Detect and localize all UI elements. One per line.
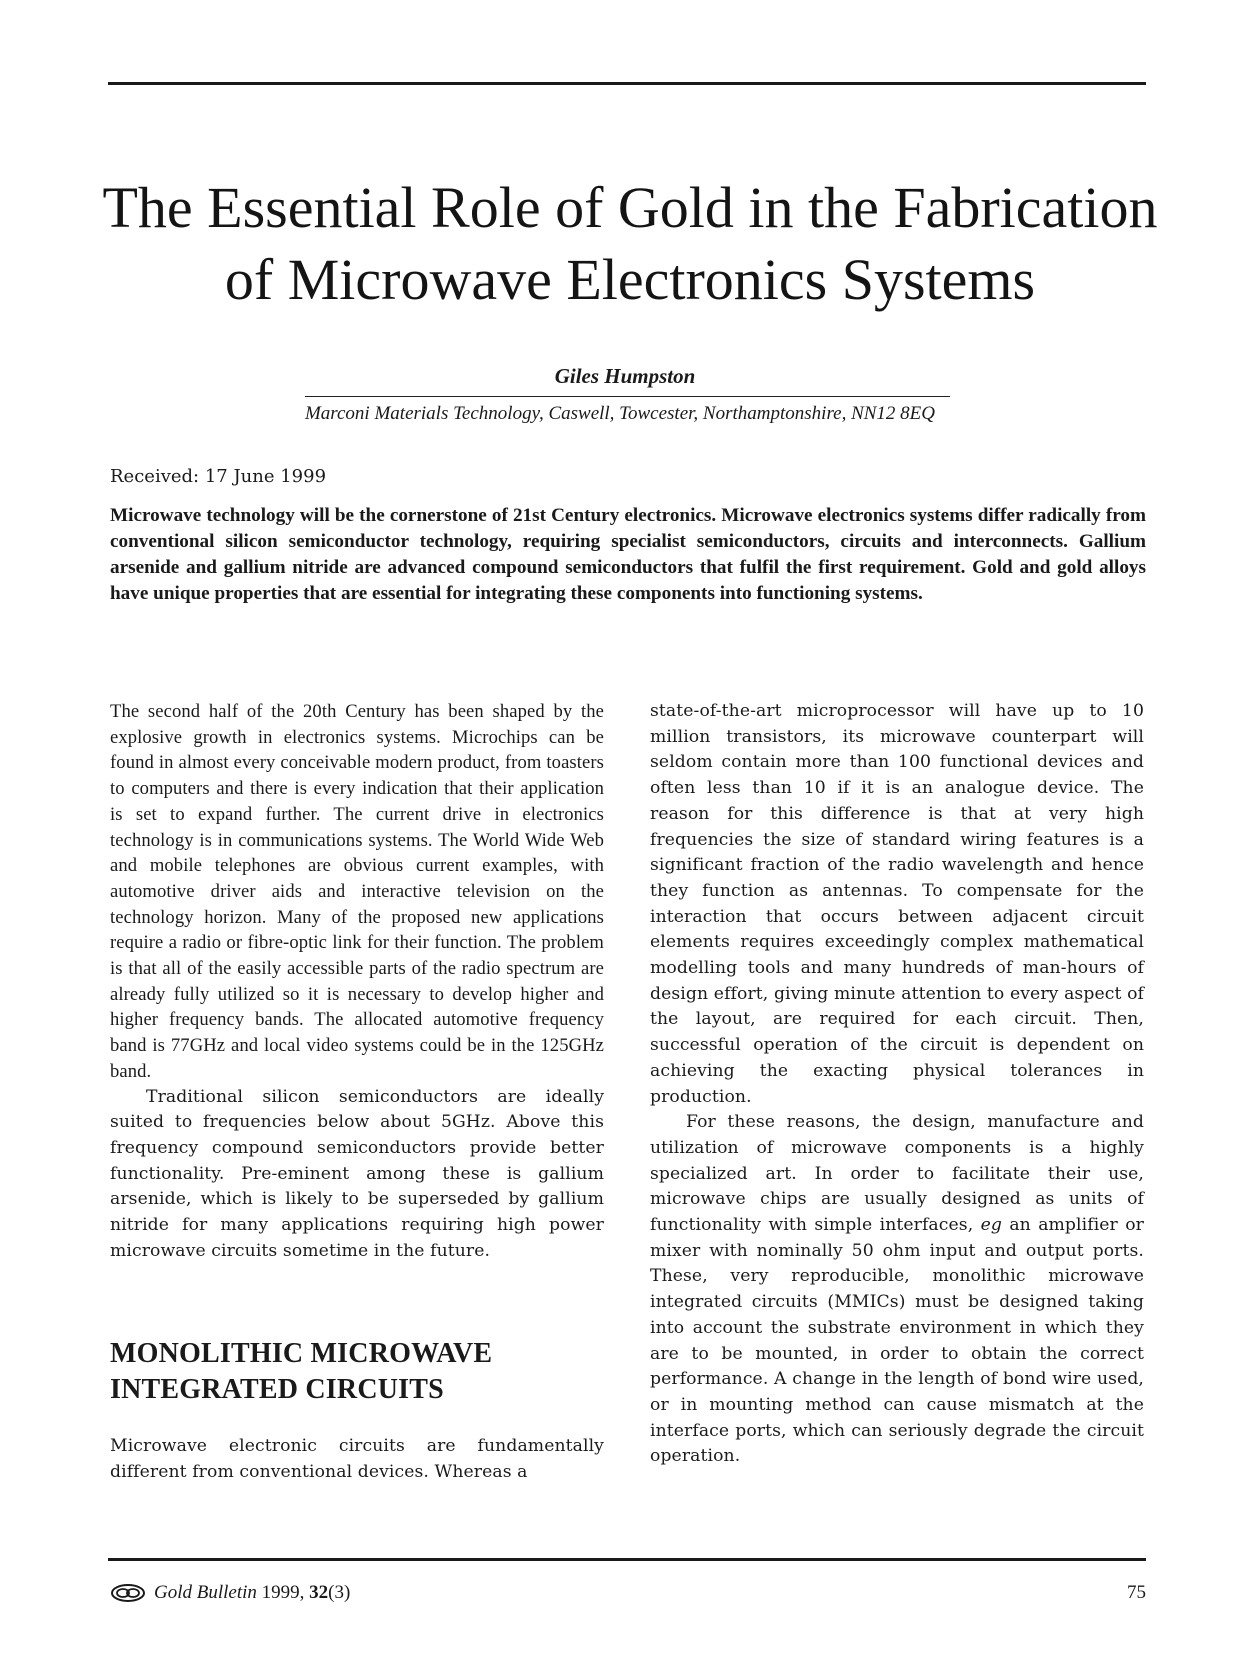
title-line-1: The Essential Role of Gold in the Fabrication [102,175,1158,240]
paragraph-text: For these reasons, the design, manufacture and utilization of microwave components is a highly specialized art. In order to facilitate their use, microwave chips are usually designed as units of functionality with simple interfaces, [650,1112,1144,1236]
body-column-right [650,699,1144,1470]
article-title [60,172,1200,316]
top-rule [108,82,1146,85]
paragraph-text: an amplifier or mixer with nominally 50 ohm input and output ports. These, very reproducible, monolithic microwave integrated circuits (MMICs) must be designed taking into account the substrate environment in which they are to be mounted, in order to obtain the correct performance. A change in the length of bond wire used, or in mounting method can cause mismatch at the interface ports, which can seriously degrade the circuit operation. [650,1215,1144,1467]
received-date: Received: 17 June 1999 [110,466,327,487]
paragraph: Traditional silicon semiconductors are ideally suited to frequencies below about 5GHz. Above this frequency compound semiconductors provide better functionality. Pre-eminent among these is gallium arsenide, which is likely to be superseded by gallium nitride for many applications requiring high power microwave circuits sometime in the future. [110,1086,604,1261]
emphasis-eg: eg [980,1215,1002,1236]
author-name: Giles Humpston [554,364,696,388]
page-number: 75 [1127,1582,1146,1603]
journal-issue: (3) [328,1582,351,1603]
paragraph [650,1110,1144,1470]
section-heading-line-2: INTEGRATED CIRCUITS [110,1374,444,1406]
journal-name: Gold Bulletin [154,1582,257,1603]
author-affiliation: Marconi Materials Technology, Caswell, Towcester, Northamptonshire, NN12 8EQ [304,403,935,424]
journal-volume: 32 [309,1582,329,1603]
body-column-left [110,699,604,1486]
section-heading [110,1336,604,1408]
page-footer [110,1580,1146,1608]
journal-year: 1999, [261,1582,305,1603]
journal-citation [154,1582,350,1604]
paragraph: Microwave electronic circuits are fundamentally different from conventional devices. Whereas a [110,1436,604,1483]
title-line-2: of Microwave Electronics Systems [224,247,1036,312]
paragraph: state-of-the-art microprocessor will have up to 10 million transistors, its microwave counterpart will seldom contain more than 100 functional devices and often less than 10 if it is an analogue device. The reason for this difference is that at very high frequencies the size of standard wiring features is a significant fraction of the radio wavelength and hence they function as antennas. To compensate for the interaction that occurs between adjacent circuit elements requires exceedingly complex mathematical modelling tools and many hundreds of man-hours of design effort, giving minute attention to every aspect of the layout, are required for each circuit. Then, successful operation of the circuit is dependent on achieving the exacting physical tolerances in production. [650,701,1144,1107]
bottom-rule [108,1558,1146,1561]
author-rule [305,396,950,397]
section-heading-line-1: MONOLITHIC MICROWAVE [110,1338,493,1370]
gold-bulletin-logo-icon [110,1583,146,1603]
paragraph: The second half of the 20th Century has been shaped by the explosive growth in electronics systems. Microchips can be found in almost every conceivable modern product, from toasters to computers and there is every indication that their application is set to expand further. The current drive in electronics technology is in communications systems. The World Wide Web and mobile telephones are obvious current examples, with automotive driver aids and interactive television on the technology horizon. Many of the proposed new applications require a radio or fibre-optic link for their function. The problem is that all of the easily accessible parts of the radio spectrum are already fully utilized so it is necessary to develop higher and higher frequency bands. The allocated automotive frequency band is 77GHz and local video systems could be in the 125GHz band. [110,701,604,1082]
abstract: Microwave technology will be the cornerstone of 21st Century electronics. Microwave electronics systems differ radically from conventional silicon semiconductor technology, requiring specialist semiconductors, circuits and interconnects. Gallium arsenide and gallium nitride are advanced compound semiconductors that fulfil the first requirement. Gold and gold alloys have unique properties that are essential for integrating these components into functioning systems. [110,505,1146,604]
